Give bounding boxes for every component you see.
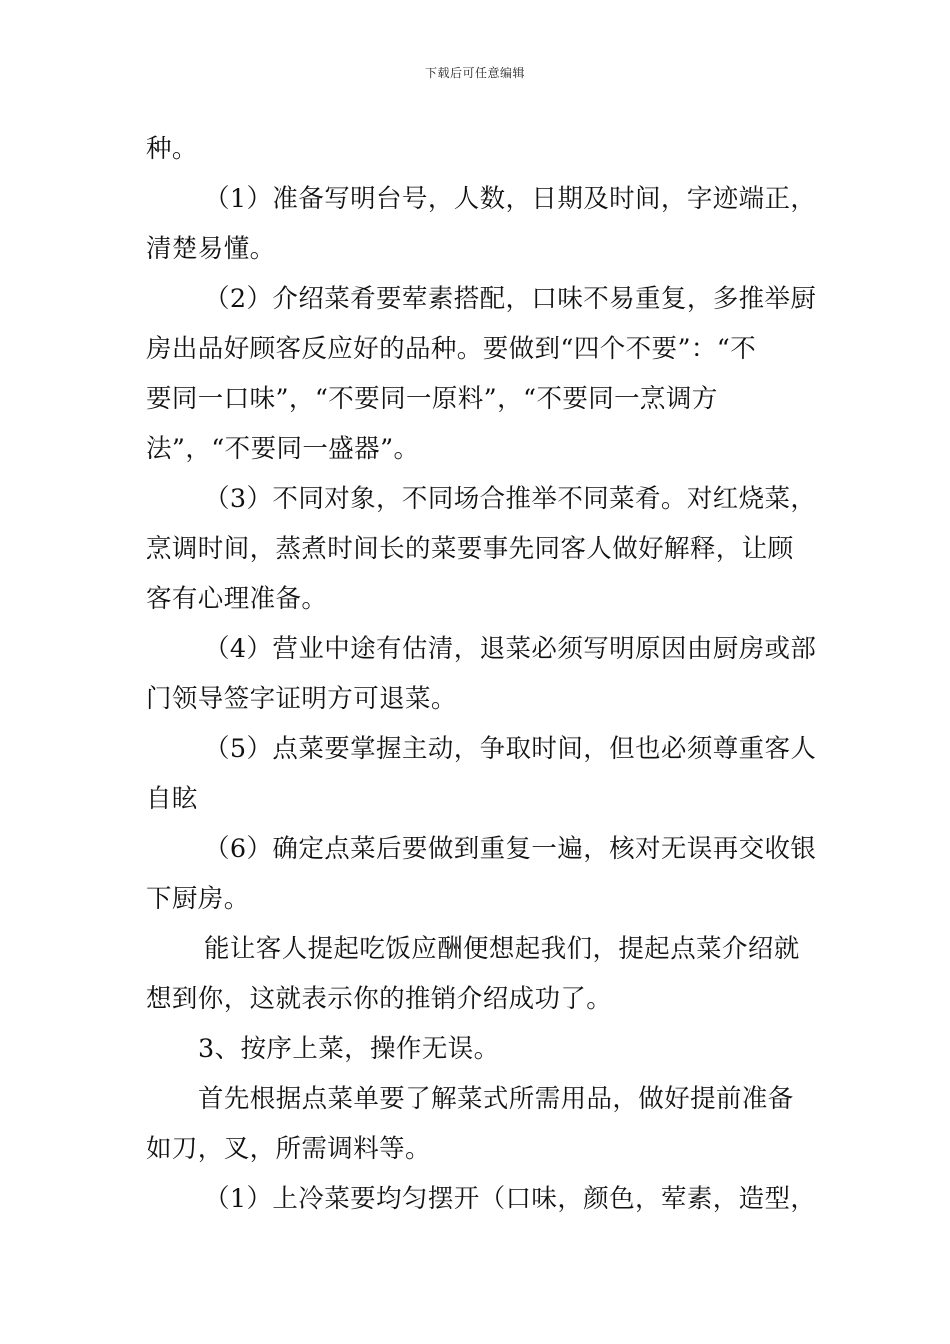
paragraph-item-5: （5）点菜要掌握主动，争取时间，但也必须尊重客人 xyxy=(204,734,817,764)
paragraph-intro: 首先根据点菜单要了解菜式所需用品，做好提前准备 xyxy=(198,1084,794,1114)
text-line: 烹调时间，蒸煮时间长的菜要事先同客人做好解释，让顾 xyxy=(146,534,794,564)
document-body xyxy=(146,124,817,1224)
paragraph-item-4: （4）营业中途有估清，退菜必须写明原因由厨房或部 xyxy=(204,634,817,664)
text-line: 门领导签字证明方可退菜。 xyxy=(146,684,457,714)
paragraph-item-6: （6）确定点菜后要做到重复一遍，核对无误再交收银 xyxy=(204,834,817,864)
text-line: 下厨房。 xyxy=(146,884,250,914)
paragraph-item-3: （3）不同对象，不同场合推举不同菜肴。对红烧菜， xyxy=(204,484,817,514)
section-heading-3: 3、按序上菜，操作无误。 xyxy=(198,1034,500,1064)
text-line: 自眩 xyxy=(146,784,198,814)
paragraph-item-2: （2）介绍菜肴要荤素搭配，口味不易重复，多推举厨 xyxy=(204,284,817,314)
paragraph-item-1: （1）准备写明台号，人数，日期及时间，字迹端正， xyxy=(204,184,817,214)
page-header: 下载后可任意编辑 xyxy=(424,66,525,80)
text-line: 房出品好顾客反应好的品种。要做到“四个不要”：“不 xyxy=(146,334,757,364)
text-line: 要同一口味”，“不要同一原料”，“不要同一烹调方 xyxy=(146,384,718,414)
text-line: 客有心理准备。 xyxy=(146,584,328,614)
text-line: 种。 xyxy=(146,134,198,164)
paragraph-item-cold-dish: （1）上冷菜要均匀摆开（口味，颜色，荤素，造型， xyxy=(204,1184,817,1214)
text-line: 法”，“不要同一盛器”。 xyxy=(146,434,420,464)
text-line: 清楚易懂。 xyxy=(146,234,276,264)
paragraph-summary: 能让客人提起吃饭应酬便想起我们，提起点菜介绍就 xyxy=(204,934,800,964)
text-line: 想到你，这就表示你的推销介绍成功了。 xyxy=(146,984,613,1014)
text-line: 如刀，叉，所需调料等。 xyxy=(146,1134,431,1164)
